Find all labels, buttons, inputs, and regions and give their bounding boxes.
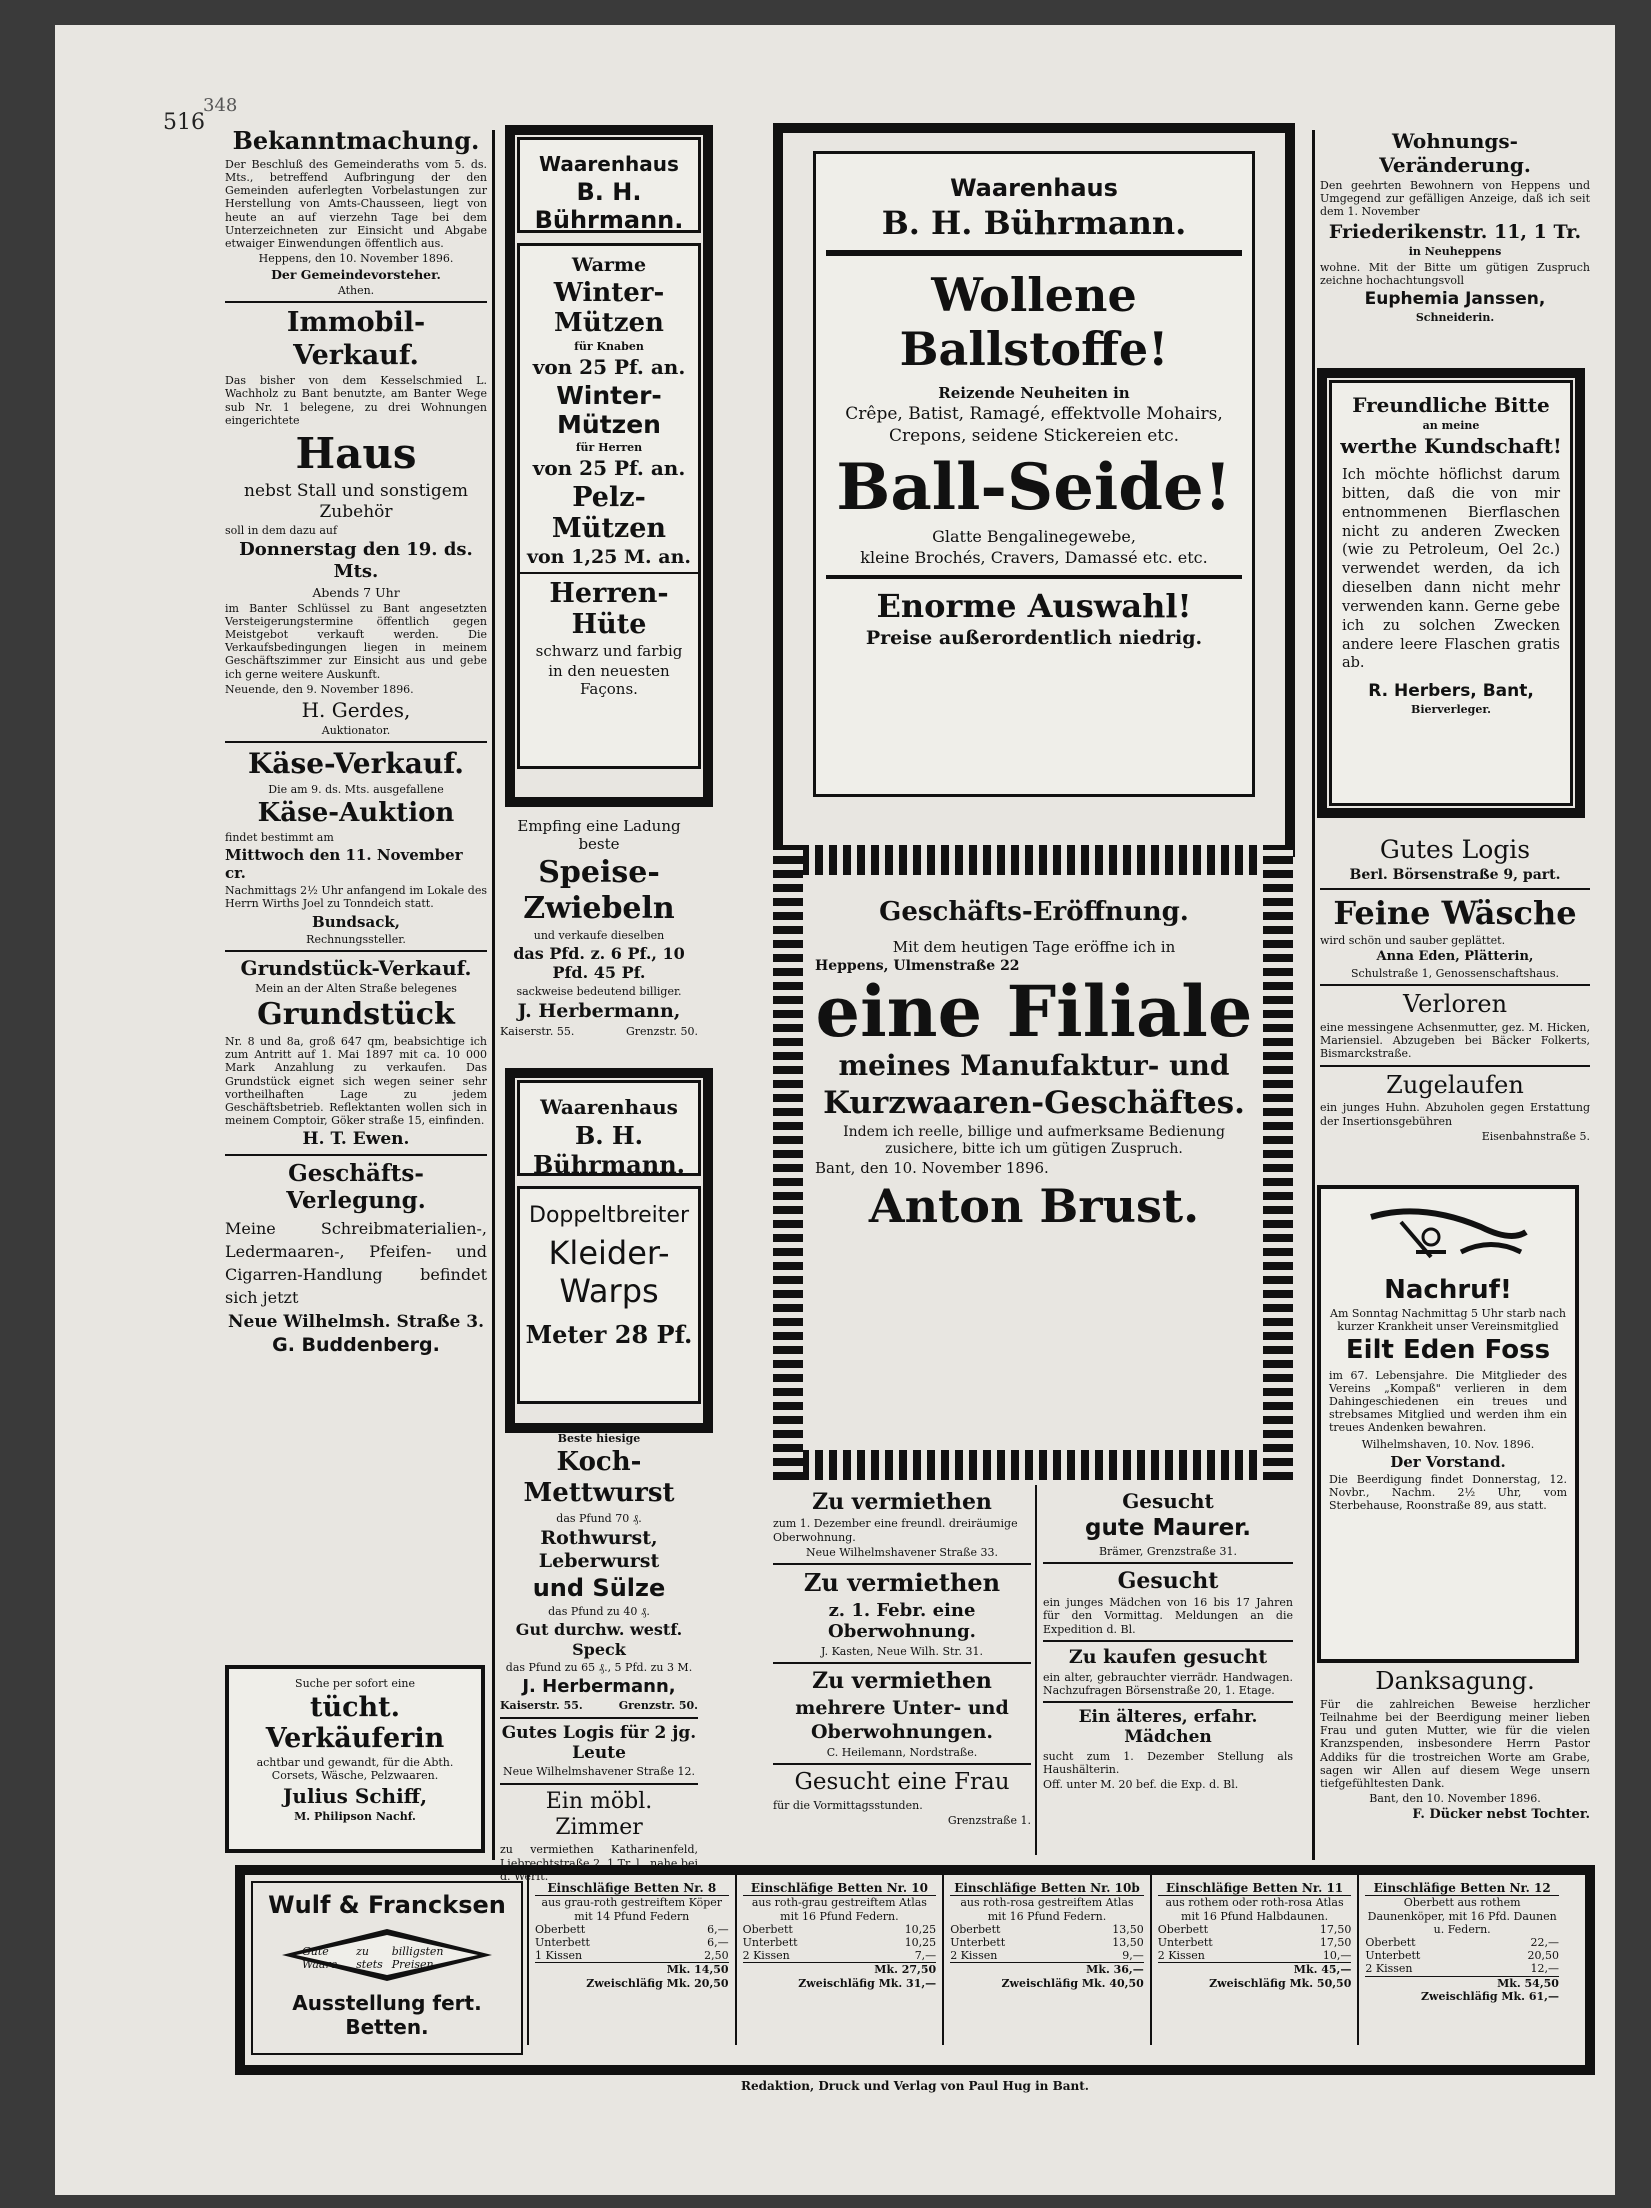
imm-date: Donnerstag den 19. ds. Mts. (239, 539, 473, 582)
bed-row-value: 10,25 (904, 1922, 937, 1936)
nr-text3: Die Beerdigung findet Donnerstag, 12. Novbr., Nachm. 2½ Uhr, vom Sterbehause, Roonstraße 89, aus statt. (1329, 1473, 1567, 1512)
ge-t5: Indem ich reelle, billige und aufmerksame Bedienung zusichere, bitte ich um gütigen Zuspruch. (843, 1123, 1225, 1157)
kg-text: ein alter, gebrauchter vierrädr. Handwagen. Nachzufragen Börsenstraße 20, 1. Etage. (1043, 1670, 1293, 1697)
bed-row-value: 13,50 (1112, 1922, 1144, 1936)
zwiebeln-ad (500, 815, 698, 1038)
zw-addr1: Kaiserstr. 55. (500, 1024, 575, 1038)
zv2-addr: J. Kasten, Neue Wilh. Str. 31. (821, 1644, 983, 1658)
nachruf-ad (1317, 1185, 1579, 1663)
bek-sign: Der Gemeindevorsteher. (271, 267, 441, 283)
zl-title: Zugelaufen (1386, 1070, 1524, 1099)
wv-title: Wohnungs-Veränderung. (1379, 129, 1531, 177)
kase-date: Mittwoch den 11. November cr. (225, 846, 463, 883)
fb-role: Bierverleger. (1411, 703, 1491, 717)
bed-row-value: 13,50 (1112, 1935, 1144, 1949)
gr-big: Grundstück (257, 996, 455, 1032)
ge-t4: Kurzwaaren-Geschäftes. (823, 1084, 1245, 1121)
gmd-title: Gesucht (1117, 1567, 1219, 1594)
bed-row-value: 9,— (1122, 1949, 1144, 1963)
ge-t1: Mit dem heutigen Tage eröffne ich in (892, 938, 1176, 957)
em-text2: Off. unter M. 20 bef. die Exp. d. Bl. (1043, 1778, 1239, 1792)
fb-sign: R. Herbers, Bant, (1368, 681, 1534, 702)
bed-row-value: 17,50 (1319, 1922, 1352, 1936)
vl-text: eine messingene Achsenmutter, gez. M. Hicken, Mariensiel. Abzugeben bei Bäcker Folkerts, Bismarckstraße. (1320, 1020, 1590, 1061)
bed-row-value: 2,50 (704, 1949, 729, 1963)
wm-p2: von 25 Pf. an. (532, 456, 686, 480)
nr-name: Eilt Eden Foss (1345, 1335, 1551, 1365)
mw-big2: Rothwurst, Leberwurst (538, 1526, 660, 1572)
bed-desc: Oberbett aus rothem Daunenköper, mit 16 Pfd. Daunen u. Federn. (1367, 1896, 1557, 1936)
bed-double: Zweischläfig Mk. 40,50 (1001, 1976, 1144, 1990)
vk-sign: Julius Schiff, (282, 1784, 428, 1808)
gv-title: Geschäfts-Verlegung. (286, 1159, 426, 1215)
fw-text: wird schön und sauber geplättet. (1320, 934, 1506, 948)
wm-p3: von 1,25 M. an. (526, 546, 692, 568)
wm-hute: Herren-Hüte (549, 578, 669, 640)
vk-text: Suche per sofort eine (295, 1677, 415, 1690)
newspaper-page (55, 25, 1615, 2195)
bw-t6: Preise außerordentlich niedrig. (865, 627, 1203, 649)
bed-desc: aus roth-grau gestreiftem Atlas mit 16 Pfund Federn. (751, 1896, 927, 1923)
wm-big2: Winter-Mützen (556, 381, 662, 439)
fb-text: Ich möchte höflichst darum bitten, daß die von mir entnommenen Bierflaschen nicht zu anderen Zwecken (wie zu Petroleum, Oel 2c.) verwendet werden, da ich dieselben dann nicht mehr verwenden kann. Gerne gebe ich zu solchen Zwecken andere leere Flaschen gratis ab. (1342, 467, 1560, 672)
bed-title: Einschläfige Betten Nr. 10b (950, 1881, 1144, 1896)
zv3-addr: C. Heilemann, Nordstraße. (826, 1746, 978, 1760)
ge-sign: Anton Brust. (868, 1179, 1200, 1234)
wv-text: Den geehrten Bewohnern von Heppens und Umgegend zur gefälligen Anzeige, daß ich seit dem 1. November (1320, 179, 1590, 219)
imm-date2: Neuende, den 9. November 1896. (225, 682, 414, 696)
ge-title: Geschäfts-Eröffnung. (879, 897, 1189, 927)
zw-addr2: Grenzstr. 50. (625, 1024, 698, 1038)
bed-row-label: 2 Kissen (742, 1949, 790, 1963)
gf-text: für die Vormittagsstunden. (773, 1798, 923, 1812)
zu-vermiethen-ads (773, 1487, 1031, 1829)
kw-big2: Kleider-Warps (548, 1234, 670, 1310)
dk-title: Danksagung. (1375, 1667, 1535, 1695)
bed-title: Einschläfige Betten Nr. 12 (1365, 1881, 1559, 1896)
bed-row-value: 22,— (1530, 1935, 1559, 1949)
bed-row-label: Unterbett (535, 1935, 590, 1949)
kw-price: Meter 28 Pf. (525, 1320, 693, 1349)
kleider-warps-ad (505, 1068, 713, 1433)
bed-double: Zweischläfig Mk. 31,— (798, 1976, 937, 1990)
mw-p3: das Pfund zu 65 ₰., 5 Pfd. zu 3 M. (505, 1660, 693, 1674)
wh-name: B. H. Bührmann. (534, 178, 684, 234)
nr-sign: Der Vorstand. (1390, 1453, 1506, 1471)
zw-text: Empfing eine Ladung beste (517, 817, 681, 853)
imm-time: Abends 7 Uhr (312, 584, 400, 600)
zv1-addr: Neue Wilhelmshavener Straße 33. (806, 1545, 998, 1559)
kase-text2: findet bestimmt am (225, 831, 334, 845)
bw-name: B. H. Bührmann. (881, 204, 1187, 242)
bed-title: Einschläfige Betten Nr. 11 (1158, 1881, 1352, 1896)
gr-text2: Nr. 8 und 8a, groß 647 qm, beabsichtige ich zum Antritt auf 1. Mai 1897 mit ca. 10 000 Mark Anzahlung zu verkaufen. Das Grundstück eignet sich wegen seiner sehr vortheilhaften Lage zu jedem Geschäftsbetrieb. Reflektanten wollen sich in meinem Comptoir, Göker straße 15, einfinden. (225, 1034, 487, 1128)
kase-text3: Nachmittags 2½ Uhr anfangend im Lokale des Herrn Wirths Joel zu Tonndeich statt. (225, 884, 487, 911)
ge-date: Bant, den 10. November 1896. (815, 1159, 1049, 1178)
wm-pelz: Pelz-Mützen (551, 482, 667, 544)
lg-addr: Neue Wilhelmshavener Straße 12. (503, 1765, 695, 1779)
bed-column (1357, 1875, 1565, 2045)
bw-label: Waarenhaus (950, 174, 1118, 202)
bek-title: Bekanntmachung. (232, 126, 480, 155)
bed-row-value: 10,25 (904, 1935, 937, 1949)
bed-row-value: 10,— (1322, 1949, 1352, 1963)
mw-addr1: Kaiserstr. 55. (500, 1699, 583, 1713)
fb-title2: werthe Kundschaft! (1340, 434, 1562, 458)
zw-sign: J. Herbermann, (517, 999, 681, 1022)
imm-text: Das bisher von dem Kesselschmied L. Wachholz zu Bant benutzte, am Banter Wege sub Nr. 1 belegene, zu drei Wohnungen eingerichtete (225, 374, 487, 427)
gf-addr: Grenzstraße 1. (947, 1814, 1031, 1828)
wf-name: Wulf & Francksen (268, 1891, 506, 1919)
nr-text: Am Sonntag Nachmittag 5 Uhr starb nach kurzer Krankheit unser Vereinsmitglied (1330, 1307, 1566, 1333)
bw-t1: Reizende Neuheiten in (938, 384, 1130, 402)
bed-row-label: Oberbett (1157, 1922, 1209, 1936)
wf-logo3: billigsten Preisen (391, 1945, 444, 1971)
zw-big: Speise-Zwiebeln (523, 855, 675, 926)
zv1-text: zum 1. Dezember eine freundl. dreiräumige Oberwohnung. (773, 1517, 1018, 1544)
kg-title: Zu kaufen gesucht (1068, 1645, 1268, 1668)
danksagung-ad (1320, 1665, 1590, 1825)
footer: Redaktion, Druck und Verlag von Paul Hug in Bant. (235, 2073, 1595, 2093)
imm-role: Auktionator. (321, 723, 391, 737)
bed-row-label: 1 Kissen (535, 1949, 583, 1963)
bed-row-label: Unterbett (950, 1935, 1006, 1949)
bw-big3: Enorme Auswahl! (876, 587, 1192, 625)
kw-big1: Doppeltbreiter (529, 1203, 689, 1228)
wv-text2: wohne. Mit der Bitte um gütigen Zuspruch zeichne hochachtungsvoll (1320, 260, 1590, 287)
bed-double: Zweischläfig Mk. 20,50 (586, 1976, 729, 1990)
zv3-big2: Oberwohnungen. (810, 1721, 994, 1744)
bed-row-label: 2 Kissen (950, 1949, 998, 1963)
gl-title: Gutes Logis (1379, 835, 1531, 864)
wv-role: Schneiderin. (1415, 311, 1495, 325)
gv-addr: Neue Wilhelmsh. Straße 3. (227, 1311, 485, 1332)
freundliche-bitte-ad (1317, 368, 1585, 818)
gm-big: gute Maurer. (1085, 1515, 1251, 1541)
kase-title: Käse-Verkauf. (247, 747, 465, 781)
mw-p2: das Pfund zu 40 ₰. (548, 1605, 650, 1619)
vk-sub: M. Philipson Nachf. (294, 1810, 416, 1823)
zl-text: ein junges Huhn. Abzuholen gegen Erstattung der Insertionsgebühren (1320, 1101, 1590, 1128)
gesucht-ads (1043, 1487, 1293, 1793)
bed-total: Mk. 45,— (1158, 1962, 1352, 1976)
wv-sign: Euphemia Janssen, (1364, 288, 1546, 309)
bed-desc: aus grau-roth gestreiftem Köper mit 14 Pfund Federn (541, 1896, 723, 1923)
mw-addr2: Grenzstr. 50. (618, 1699, 698, 1713)
wv-addr: Friederikenstr. 11, 1 Tr. (1328, 220, 1582, 243)
bed-double: Zweischläfig Mk. 50,50 (1209, 1976, 1352, 1990)
dk-sign: F. Dücker nebst Tochter. (1412, 1807, 1590, 1823)
fw-big: Feine Wäsche (1333, 893, 1577, 932)
gr-sign: H. T. Ewen. (302, 1129, 410, 1150)
bed-desc: aus rothem oder roth-rosa Atlas mit 16 Pfund Halbdaunen. (1165, 1896, 1344, 1923)
zw-price: das Pfd. z. 6 Pf., 10 Pfd. 45 Pf. (513, 944, 685, 983)
bw-t3: Crepons, seidene Stickereien etc. (888, 426, 1180, 446)
bed-column (942, 1875, 1150, 2045)
gm-addr: Brämer, Grenzstraße 31. (1098, 1544, 1238, 1558)
bw-big2: Ball-Seide! (836, 450, 1232, 525)
bed-row-value: 7,— (914, 1949, 937, 1963)
page-number: 516 (163, 110, 205, 135)
vl-title: Verloren (1402, 990, 1508, 1019)
anchor-emblem-icon (1361, 1197, 1535, 1267)
zw-text3: sackweise bedeutend billiger. (516, 984, 682, 998)
zv1-title: Zu vermiethen (812, 1489, 992, 1515)
wm-title: Warme (571, 254, 647, 276)
verkaeuferin-ad (225, 1665, 485, 1853)
bed-total: Mk. 36,— (950, 1962, 1144, 1976)
bw-big1: Wollene Ballstoffe! (899, 268, 1169, 376)
wf-logo1: Gute Waare (302, 1945, 338, 1971)
imm-haus: Haus (295, 429, 417, 479)
bed-row-value: 12,— (1530, 1962, 1559, 1976)
mw-big: Koch-Mettwurst (523, 1447, 675, 1509)
fb-title1: Freundliche Bitte (1352, 393, 1550, 417)
wm-hute2: schwarz und farbig (535, 642, 683, 660)
vk-text2: achtbar und gewandt, für die Abth. Corsets, Wäsche, Pelzwaaren. (256, 1756, 454, 1782)
kase-role: Rechnungssteller. (306, 932, 406, 946)
fw-sign: Anna Eden, Plätterin, (1376, 949, 1534, 965)
bed-column (735, 1875, 943, 2045)
wf-logo2: zu stets (356, 1945, 383, 1971)
bed-row-label: Oberbett (535, 1922, 586, 1936)
zi-text: zu vermiethen Katharinenfeld, Liebrechtstraße 2, 1 Tr. l., nahe bei d. Werft. (500, 1843, 698, 1883)
bed-double: Zweischläfig Mk. 61,— (1420, 1989, 1559, 2003)
kase-auk: Käse-Auktion (257, 797, 455, 828)
ge-big: eine Filiale (815, 969, 1253, 1053)
bed-row-label: Oberbett (742, 1922, 793, 1936)
bed-row-value: 6,— (707, 1935, 729, 1949)
wv-in: in Neuheppens (1408, 245, 1502, 259)
gf-big: Gesucht eine Frau (794, 1769, 1010, 1796)
mw-p1: das Pfund 70 ₰. (556, 1511, 642, 1525)
wm-fk: für Knaben (574, 340, 644, 353)
bed-row-label: 2 Kissen (1365, 1962, 1413, 1976)
bed-desc: aus roth-rosa gestreiftem Atlas mit 16 Pfund Federn. (960, 1896, 1134, 1923)
gr-title: Grundstück-Verkauf. (240, 955, 472, 980)
bed-column (527, 1875, 735, 2045)
bed-total: Mk. 54,50 (1365, 1976, 1559, 1990)
bed-row-label: Oberbett (950, 1922, 1001, 1936)
bek-name: Athen. (337, 284, 375, 298)
imm-sign: H. Gerdes, (301, 697, 411, 722)
kase-text: Die am 9. ds. Mts. ausgefallene (268, 782, 444, 796)
bed-row-label: Oberbett (1365, 1935, 1416, 1949)
column-1 (225, 127, 487, 1359)
mw-sign: J. Herbermann, (522, 1675, 676, 1697)
zv2-title: Zu vermiethen (803, 1567, 1001, 1597)
zv3-big1: mehrere Unter- und (795, 1696, 1009, 1719)
wh2-label: Waarenhaus (540, 1095, 678, 1119)
page-number-old: 348 (203, 95, 238, 116)
zv3-title: Zu vermiethen (812, 1668, 992, 1695)
ge-t3: meines Manufaktur- und (838, 1048, 1230, 1082)
bed-row-label: Unterbett (1365, 1949, 1421, 1963)
bw-t5: kleine Brochés, Cravers, Damassé etc. etc. (860, 548, 1208, 567)
nr-title: Nachruf! (1384, 1275, 1512, 1305)
mw-big4: Gut durchw. westf. Speck (515, 1620, 683, 1659)
ge-t2: Heppens, Ulmenstraße 22 (815, 958, 1020, 975)
zw-text2: und verkaufe dieselben (533, 929, 665, 942)
bed-row-value: 17,50 (1319, 1935, 1352, 1949)
kase-sign: Bundsack, (312, 912, 400, 931)
zl-addr: Eisenbahnstraße 5. (1481, 1129, 1590, 1143)
gv-sign: G. Buddenberg. (272, 1334, 440, 1356)
bed-total: Mk. 14,50 (535, 1962, 729, 1976)
ballstoffe-ad (773, 123, 1295, 857)
bed-column (1150, 1875, 1358, 2045)
mw-big3: und Sülze (532, 1574, 666, 1603)
wh2-name: B. H. Bührmann. (532, 1121, 686, 1179)
gm-title: Gesucht (1122, 1489, 1214, 1513)
wm-fh: für Herren (575, 441, 643, 454)
filiale-ad (815, 895, 1253, 1237)
bek-text: Der Beschluß des Gemeinderaths vom 5. ds. Mts., betreffend Aufbringung der den Gemeinden auferlegten Vorbelastungen zur Herstellung von Amts-Chausseen, liegt von heute an auf vierzehn Tage bei dem Unterzeichneten zur Einsicht und Abgabe etwaiger Einwendungen öffentlich aus. (225, 157, 487, 250)
imm-soll: soll in dem dazu auf (225, 524, 338, 538)
betten-columns (527, 1875, 1565, 2045)
zi-big: Ein möbl. Zimmer (545, 1788, 653, 1841)
imm-title: Immobil-Verkauf. (286, 307, 426, 371)
bed-total: Mk. 27,50 (743, 1962, 937, 1976)
bed-row-value: 6,— (707, 1922, 729, 1936)
bed-title: Einschläfige Betten Nr. 8 (535, 1881, 729, 1896)
nr-date: Wilhelmshaven, 10. Nov. 1896. (1361, 1438, 1535, 1451)
bed-row-label: 2 Kissen (1157, 1949, 1205, 1963)
em-text: sucht zum 1. Dezember Stellung als Haushälterin. (1043, 1749, 1293, 1776)
wf-logo (282, 1927, 492, 1983)
wh-label: Waarenhaus (539, 152, 679, 176)
gr-text: Mein an der Alten Straße belegenes (255, 981, 457, 995)
zv2-big: z. 1. Febr. eine Oberwohnung. (828, 1599, 976, 1643)
bek-date: Heppens, den 10. November 1896. (258, 252, 454, 266)
dk-text: Für die zahlreichen Beweise herzlicher Teilnahme bei der Beerdigung meiner lieben Frau und guten Mutter, wie für die vielen Kranzspenden, insbesondere Herrn Pastor Addiks für die trostreichen Worte am Grabe, sagen wir Allen auf diesem Wege unsern tiefgefühltesten Dank. (1320, 1697, 1590, 1790)
gv-text: Meine Schreibmaterialien-, Ledermaaren-, Pfeifen- und Cigarren-Handlung befindet sich jetzt (225, 1218, 487, 1308)
bed-row-value: 20,50 (1527, 1949, 1559, 1963)
mw-text: Beste hiesige (557, 1432, 641, 1445)
fb-an: an meine (1422, 419, 1480, 432)
wm-p1: von 25 Pf. an. (532, 355, 686, 379)
wf-sub: Ausstellung fert. Betten. (292, 1991, 482, 2039)
mettwurst-ad (500, 1430, 698, 1885)
betten-ad (235, 1865, 1595, 2075)
column-4b (1320, 833, 1590, 1145)
em-big: Ein älteres, erfahr. Mädchen (1078, 1706, 1258, 1748)
imm-text2: im Banter Schlüssel zu Bant angesetzten Versteigerungstermine öffentlich gegen Meistgebot verkauft werden. Die Verkaufsbedingungen liegen in meinem Geschäftszimmer zur Einsicht aus und gebe ich gerne weitere Auskunft. (225, 601, 487, 681)
lg-big: Gutes Logis für 2 jg. Leute (501, 1722, 697, 1764)
bed-row-label: Unterbett (742, 1935, 798, 1949)
bw-t2: Crêpe, Batist, Ramagé, effektvolle Mohairs, (845, 404, 1223, 424)
imm-stall: nebst Stall und sonstigem Zubehör (244, 481, 468, 522)
bw-t4: Glatte Bengalinegewebe, (932, 527, 1136, 546)
dk-date: Bant, den 10. November 1896. (1369, 1792, 1541, 1806)
bed-row-label: Unterbett (1157, 1935, 1213, 1949)
column-4 (1320, 127, 1590, 327)
fw-addr: Schulstraße 1, Genossenschaftshaus. (1351, 966, 1559, 980)
gl-addr: Berl. Börsenstraße 9, part. (1349, 867, 1561, 883)
winter-muetzen-ad (505, 125, 713, 807)
bed-title: Einschläfige Betten Nr. 10 (743, 1881, 937, 1896)
gmd-text: ein junges Mädchen von 16 bis 17 Jahren für den Vormittag. Meldungen an die Expedition d. Bl. (1043, 1596, 1293, 1636)
vk-big: tücht. Verkäuferin (265, 1692, 445, 1754)
wm-big1: Winter-Mützen (553, 278, 665, 338)
nr-text2: im 67. Lebensjahre. Die Mitglieder des Vereins „Kompaß" verlieren in dem Dahingeschiedenen ein treues und strebsames Mitglied und werden ihm ein treues Andenken bewahren. (1329, 1369, 1567, 1434)
wm-hute3: in den neuesten Façons. (548, 662, 670, 698)
